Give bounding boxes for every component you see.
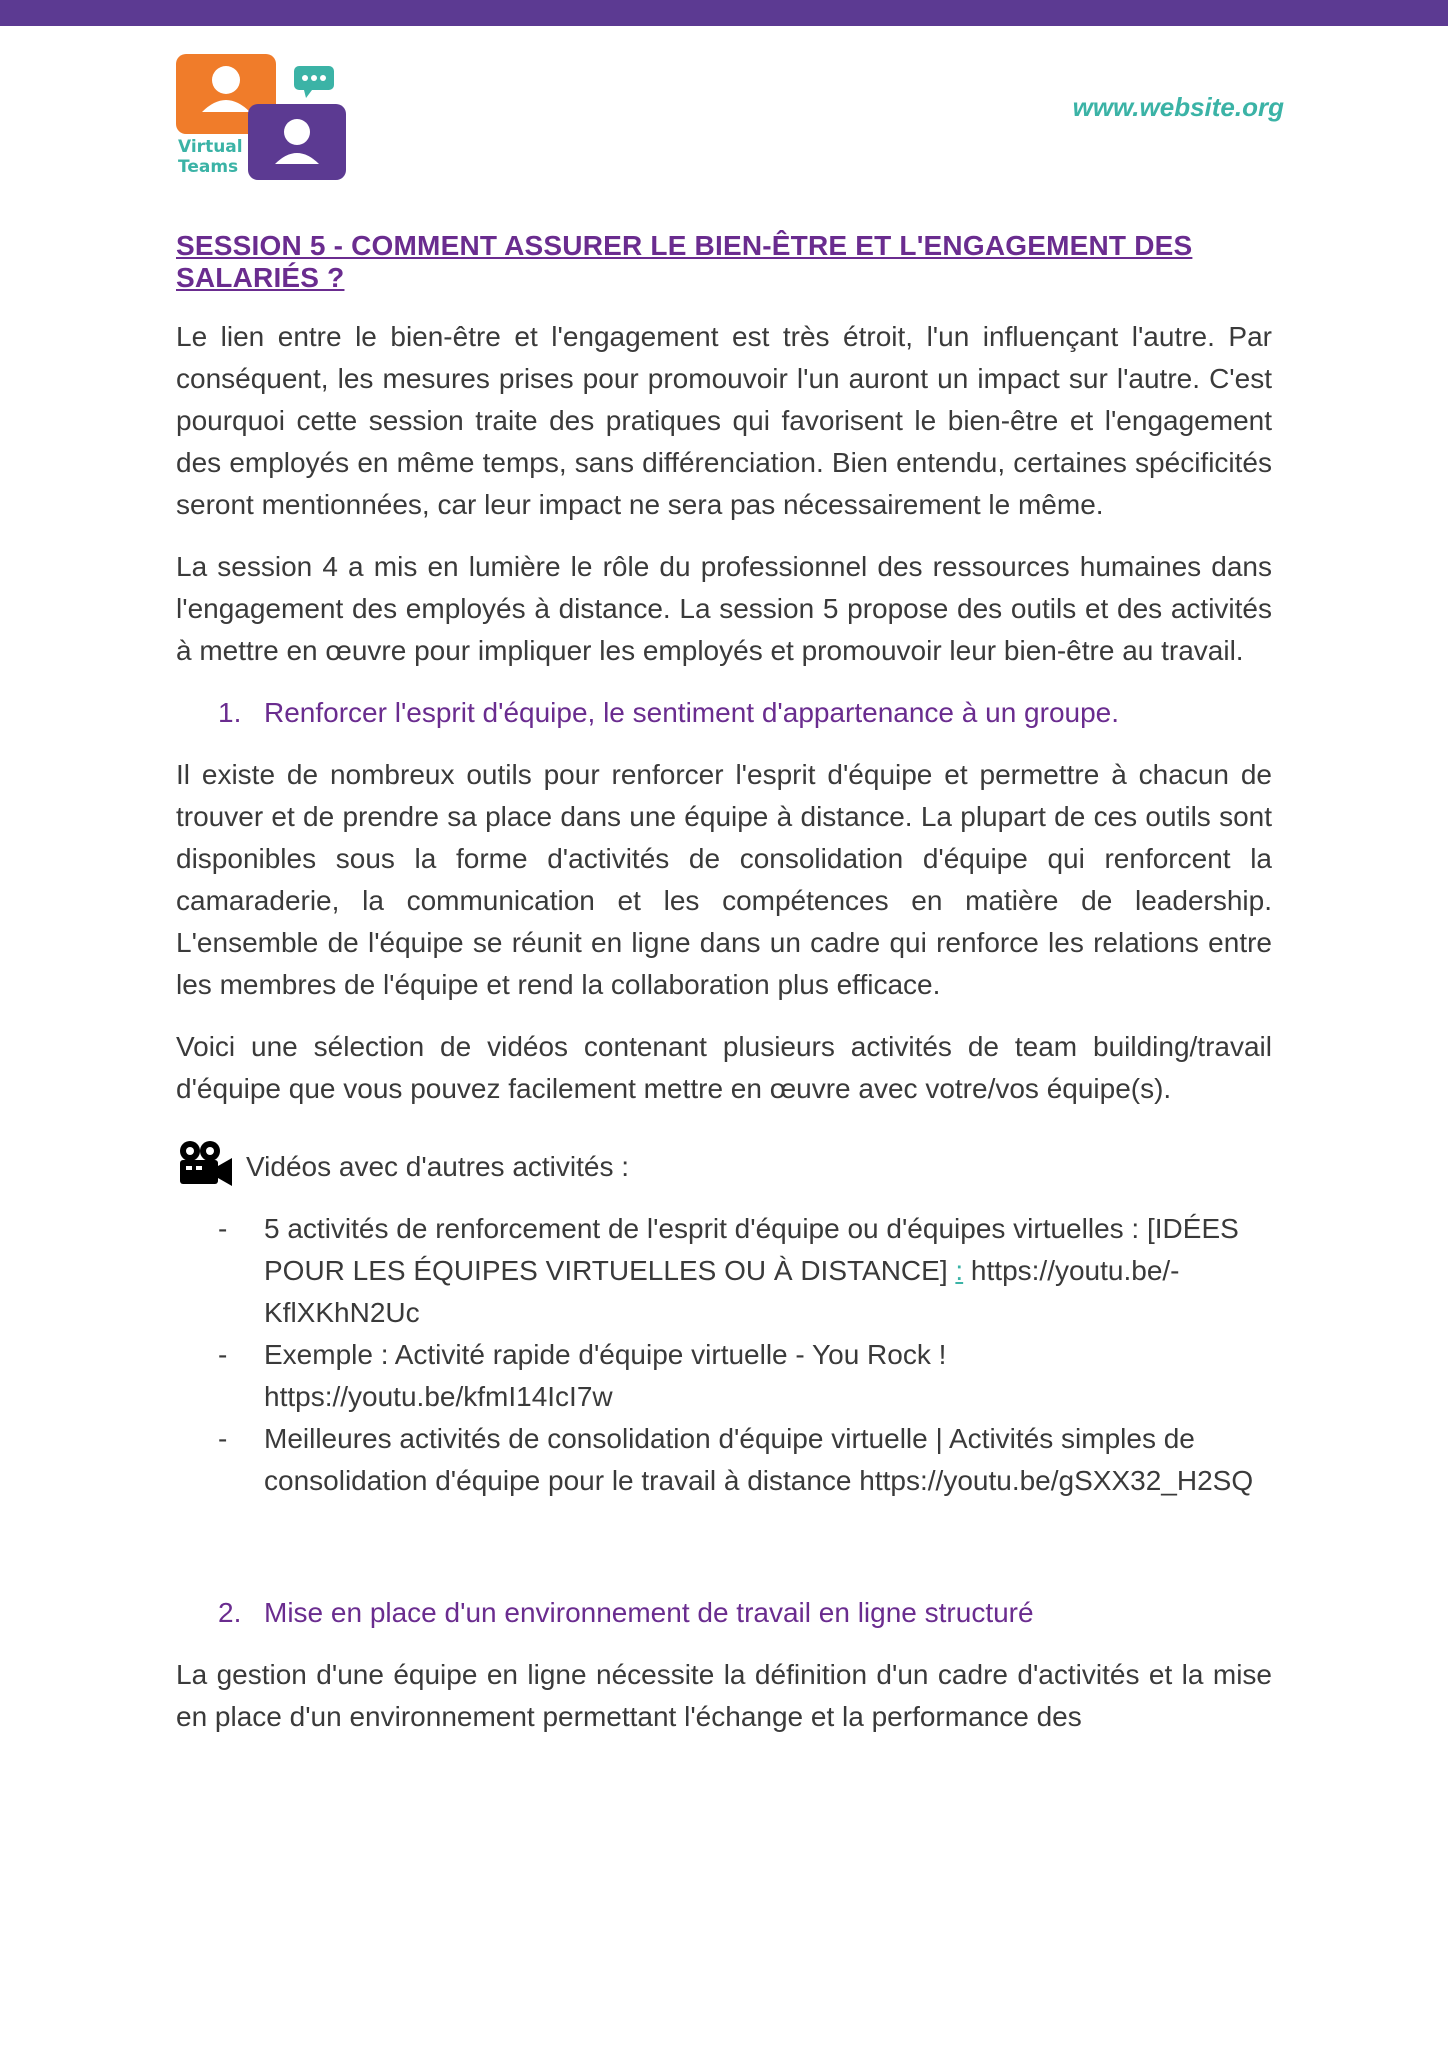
section-title: Renforcer l'esprit d'équipe, le sentiment d'appartenance à un groupe. <box>264 697 1120 728</box>
video-item-url[interactable]: https://youtu.be/-KflXKhN2Uc <box>264 1255 1180 1328</box>
virtual-teams-logo <box>176 52 356 182</box>
section-title: Mise en place d'un environnement de travail en ligne structuré <box>264 1597 1034 1628</box>
paragraph-1: Le lien entre le bien-être et l'engagement est très étroit, l'un influençant l'autre. Par conséquent, les mesures prises pour promouvoir l'un auront un impact sur l'autre. C'est pourquoi cette session traite des pratiques qui favorisent le bien-être et l'engagement des employés en même temps, sans différenciation. Bien entendu, certaines spécificités seront mentionnées, car leur impact ne sera pas nécessairement le même. <box>176 321 1272 520</box>
section-number: 1. <box>218 697 242 728</box>
section-heading-1 <box>176 692 1272 734</box>
list-item <box>176 1334 1272 1418</box>
video-list <box>176 1208 1272 1502</box>
paragraph-4: Voici une sélection de vidéos contenant plusieurs activités de team building/travail d'équipe que vous pouvez facilement mettre en œuvre avec votre/vos équipe(s). <box>176 1031 1272 1104</box>
video-item-text[interactable]: Meilleures activités de consolidation d'équipe virtuelle | Activités simples de consolidation d'équipe pour le travail à distance https://youtu.be/gSXX32_H2SQ <box>264 1423 1254 1496</box>
video-heading-line <box>176 1140 1272 1188</box>
site-url[interactable]: www.website.org <box>1072 92 1284 122</box>
document-body <box>176 230 1272 1758</box>
list-dash: - <box>218 1339 228 1370</box>
spacer <box>176 1502 1272 1592</box>
logo-text-teams: Teams <box>178 157 239 177</box>
paragraph-3: Il existe de nombreux outils pour renforcer l'esprit d'équipe et permettre à chacun de trouver et de prendre sa place dans une équipe à distance. La plupart de ces outils sont disponibles sous la forme d'activités de consolidation d'équipe qui renforcent la camaraderie, la communication et les compétences en matière de leadership. L'ensemble de l'équipe se réunit en ligne dans un cadre qui renforce les relations entre les membres de l'équipe et rend la collaboration plus efficace. <box>176 759 1272 1000</box>
video-item-text: 5 activités de renforcement de l'esprit d'équipe ou d'équipes virtuelles : [IDÉES POUR LES ÉQUIPES VIRTUELLES OU À DISTANCE] <box>264 1213 1239 1286</box>
logo-text-virtual: Virtual <box>178 137 243 157</box>
video-link[interactable]: : <box>955 1255 964 1286</box>
paragraph-2: La session 4 a mis en lumière le rôle du professionnel des ressources humaines dans l'engagement des employés à distance. La session 5 propose des outils et des activités à mettre en œuvre pour impliquer les employés et promouvoir leur bien-être au travail. <box>176 551 1272 666</box>
list-dash: - <box>218 1423 228 1454</box>
section-heading-2 <box>176 1592 1272 1634</box>
paragraph-5: La gestion d'une équipe en ligne nécessite la définition d'un cadre d'activités et la mise en place d'un environnement permettant l'échange et la performance des <box>176 1659 1272 1732</box>
video-heading: Vidéos avec d'autres activités : <box>246 1151 630 1182</box>
list-dash: - <box>218 1213 228 1244</box>
list-item <box>176 1208 1272 1334</box>
list-item <box>176 1418 1272 1502</box>
video-item-text[interactable]: Exemple : Activité rapide d'équipe virtuelle - You Rock ! https://youtu.be/kfmI14IcI7w <box>264 1339 947 1412</box>
section-number: 2. <box>218 1597 242 1628</box>
session-title: SESSION 5 - COMMENT ASSURER LE BIEN-ÊTRE ET L'ENGAGEMENT DES SALARIÉS ? <box>176 230 1193 293</box>
video-camera-icon <box>176 1140 234 1188</box>
top-color-bar <box>0 0 1448 26</box>
